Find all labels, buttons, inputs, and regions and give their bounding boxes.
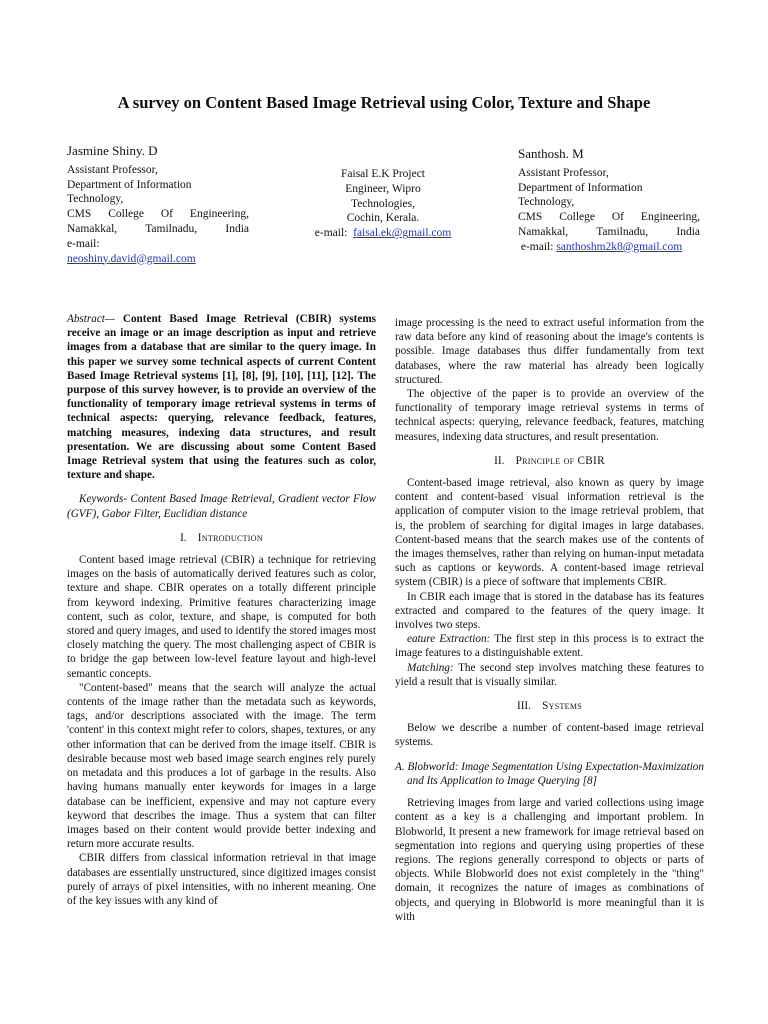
paragraph: In CBIR each image that is stored in the database has its features extracted and compared to the features of the query image. It involves two steps. xyxy=(395,590,704,632)
section-title: Principle of CBIR xyxy=(515,454,605,467)
author-affiliation: Assistant Professor, xyxy=(67,163,158,176)
author-affiliation: Faisal E.K Project xyxy=(341,168,425,180)
abstract xyxy=(67,312,376,482)
paragraph: "Content-based" means that the search will analyze the actual contents of the image rather than the metadata such as keywords, tags, and/or descriptions associated with the image. The term 'content' in this context might refer to colors, shapes, textures, or any other information that can be derived from the image itself. CBIR is desirable because most web based image search engines rely purely on metadata and this produces a lot of garbage in the results. Also having humans manually enter keywords for images in a large database can be inefficient, expensive and may not capture every keyword that describes the image. Thus a system that can filter images based on their content would provide better indexing and return more accurate results. xyxy=(67,681,376,851)
author-affiliation: Department of Information Technology, xyxy=(67,178,192,206)
author-affiliation: Assistant Professor, xyxy=(518,166,609,179)
section-number: III. xyxy=(516,700,531,713)
section-number: I. xyxy=(180,531,187,544)
section-title: Introduction xyxy=(197,531,263,544)
keywords: Keywords- Content Based Image Retrieval, Gradient vector Flow (GVF), Gabor Filter, Euclidian distance xyxy=(67,493,376,520)
subsection-heading-blobworld: A. Blobworld: Image Segmentation Using Expectation-Maximization and Its Application to Image Querying [8] xyxy=(395,760,704,787)
author-email-link[interactable]: neoshiny.david@gmail.com xyxy=(67,252,196,265)
paragraph: Retrieving images from large and varied collections using image content as a key is a challenging and important problem. In Blobworld, It present a new framework for image retrieval based on segmentation into regions and querying using properties of these regions. The regions generally correspond to objects or parts of objects. While Blobworld does not exist completely in the "thing" domain, it recognizes the nature of images as combinations of objects, and querying in Blobworld is more meaningful than it is with xyxy=(395,797,704,923)
author-block-2 xyxy=(298,167,468,241)
paragraph: CBIR differs from classical information retrieval in that image databases are essentially unstructured, since digitized images consist purely of arrays of pixel intensities, with no inherent meaning. One of the key issues with any kind of xyxy=(67,852,376,907)
left-column xyxy=(67,312,376,908)
section-title: Systems xyxy=(542,700,583,713)
paper-title: A survey on Content Based Image Retrieval using Color, Texture and Shape xyxy=(117,93,651,112)
author-affiliation: Department of Information Technology, xyxy=(518,181,643,209)
section-heading-principle xyxy=(395,454,704,468)
paragraph: The objective of the paper is to provide an overview of the functionality of temporary image retrieval systems in terms of technical aspects: querying, relevance feedback, features, matching measures, indexing data structures, and result presentation. xyxy=(395,388,704,443)
section-number: II. xyxy=(494,454,505,467)
section-heading-systems xyxy=(395,699,704,713)
author-email-link[interactable]: faisal.ek@gmail.com xyxy=(353,227,452,240)
right-column xyxy=(395,316,704,924)
author-affiliation: Engineer, Wipro xyxy=(345,182,421,195)
author-affiliation: CMS College Of Engineering, Namakkal, Tamilnadu, India xyxy=(67,208,249,235)
matching-text: The second step involves matching these features to yield a result that is visually similar. xyxy=(395,661,704,688)
feature-text: The first step in this process is to extract the image features to a distinguishable extent. xyxy=(395,633,704,660)
author-email-label: e-mail: xyxy=(67,237,100,250)
author-email-link[interactable]: santhoshm2k8@gmail.com xyxy=(556,240,683,253)
feature-label: eature Extraction: xyxy=(407,633,491,646)
paragraph: image processing is the need to extract useful information from the raw data before any kind of reasoning about the image's contents is possible. Image databases thus differ fundamentally from text databases, where the raw material has already been logically structured. xyxy=(395,317,704,386)
paragraph: Below we describe a number of content-based image retrieval systems. xyxy=(395,722,704,749)
author-email-label: e-mail: xyxy=(520,240,554,253)
paragraph-matching xyxy=(395,661,704,689)
author-name: Jasmine Shiny. D xyxy=(67,143,158,158)
author-block-3 xyxy=(518,147,700,255)
author-affiliation: Technologies, xyxy=(350,197,416,210)
author-email-label: e-mail: xyxy=(314,227,348,240)
author-affiliation: Cochin, Kerala. xyxy=(346,212,420,225)
paragraph: Content based image retrieval (CBIR) a technique for retrieving images on the basis of automatically derived features such as color, texture and shape. CBIR operates on a totally different principle from keyword indexing. Primitive features characterizing image content, such as color, texture, and shape, is computed for both stored and query images, and used to identify the stored images most closely matching the query. The most challenging aspect of CBIR is to bridge the gap between low-level feature layout and high-level semantic concepts. xyxy=(67,554,376,680)
matching-label: Matching: xyxy=(407,661,454,674)
abstract-label: Abstract— xyxy=(67,313,115,325)
abstract-text: Content Based Image Retrieval (CBIR) systems receive an image or an image description as input and retrieve images from a database that are similar to the query image. In this paper we survey some technical aspects of current Content Based Image Retrieval systems [1], [8], [9], [10], [11], [12]. The purpose of this survey however, is to provide an overview of the functionality of temporary image retrieval systems in terms of technical aspects: querying, relevance feedback, features, matching measures, indexing data structures, and result presentation. We are discussing about some Content Based Image Retrieval system that using the features such as color, texture and shape. xyxy=(67,313,376,482)
paragraph-feature-extraction xyxy=(395,632,704,660)
author-block-1 xyxy=(67,144,249,266)
author-affiliation: CMS College Of Engineering, Namakkal, Tamilnadu, India xyxy=(518,211,700,238)
paragraph: Content-based image retrieval, also known as query by image content and content-based visual information retrieval is the application of computer vision to the image retrieval problem, that is, the problem of searching for digital images in large databases. Content-based means that the search makes use of the contents of the images themselves, rather than relying on human-input metadata such as captions or keywords. A content-based image retrieval system (CBIR) is a piece of software that implements CBIR. xyxy=(395,477,704,589)
section-heading-introduction xyxy=(67,531,376,545)
author-name: Santhosh. M xyxy=(518,146,584,161)
